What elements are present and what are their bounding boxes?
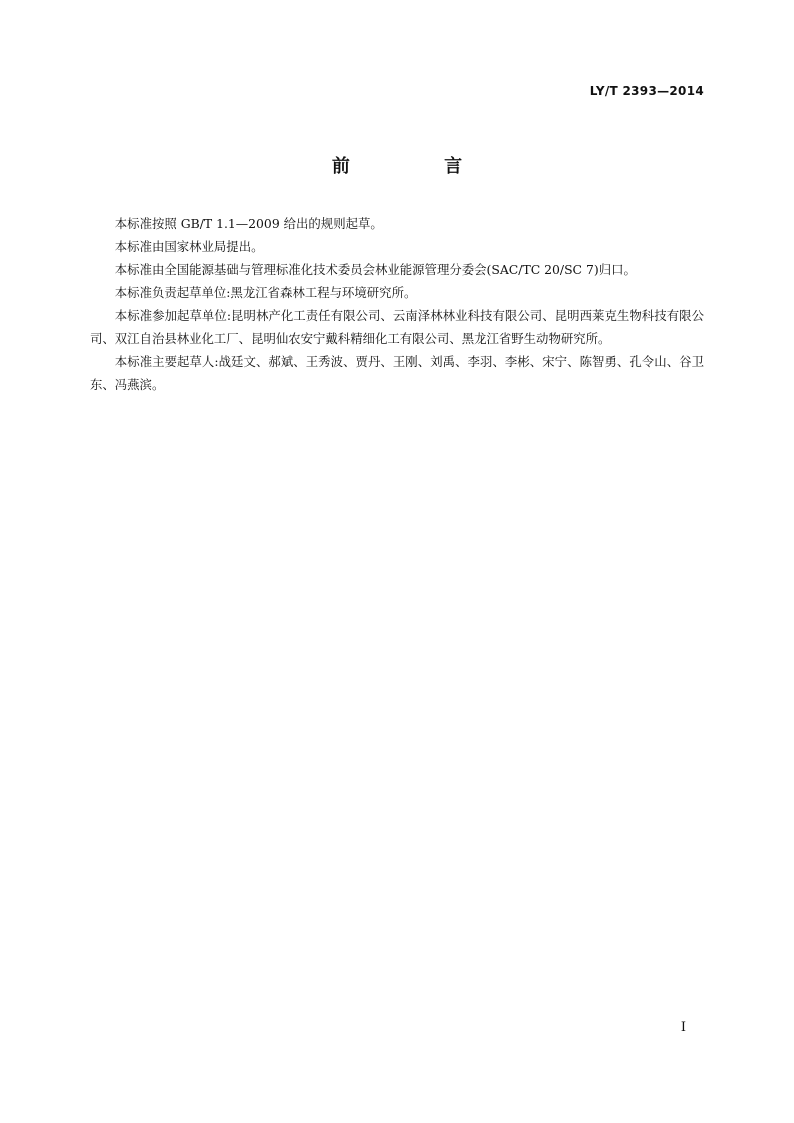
paragraph-committee: 本标准由全国能源基础与管理标准化技术委员会林业能源管理分委会(SAC/TC 20/SC 7)归口。 (114, 262, 636, 277)
foreword-body (90, 212, 704, 396)
page-number: I (680, 1020, 686, 1035)
paragraph-proposer: 本标准由国家林业局提出。 (114, 239, 264, 254)
paragraph-participating-drafters: 本标准参加起草单位:昆明林产化工责任有限公司、云南泽林林业科技有限公司、昆明西莱克生物科技有限公司、双江自治县林业化工厂、昆明仙农安宁戴科精细化工有限公司、黑龙江省野生动物研究所。 (90, 308, 704, 346)
paragraph-lead-drafter: 本标准负责起草单位:黑龙江省森林工程与环境研究所。 (114, 285, 417, 300)
paragraph-main-drafters: 本标准主要起草人:战廷文、郝斌、王秀波、贾丹、王刚、刘禹、李羽、李彬、宋宁、陈智勇、孔令山、谷卫东、冯燕滨。 (90, 354, 704, 392)
standard-code: LY/T 2393—2014 (589, 84, 704, 98)
page-title: 前 言 (331, 156, 507, 177)
paragraph-drafting-rules: 本标准按照 GB/T 1.1—2009 给出的规则起草。 (114, 216, 383, 231)
